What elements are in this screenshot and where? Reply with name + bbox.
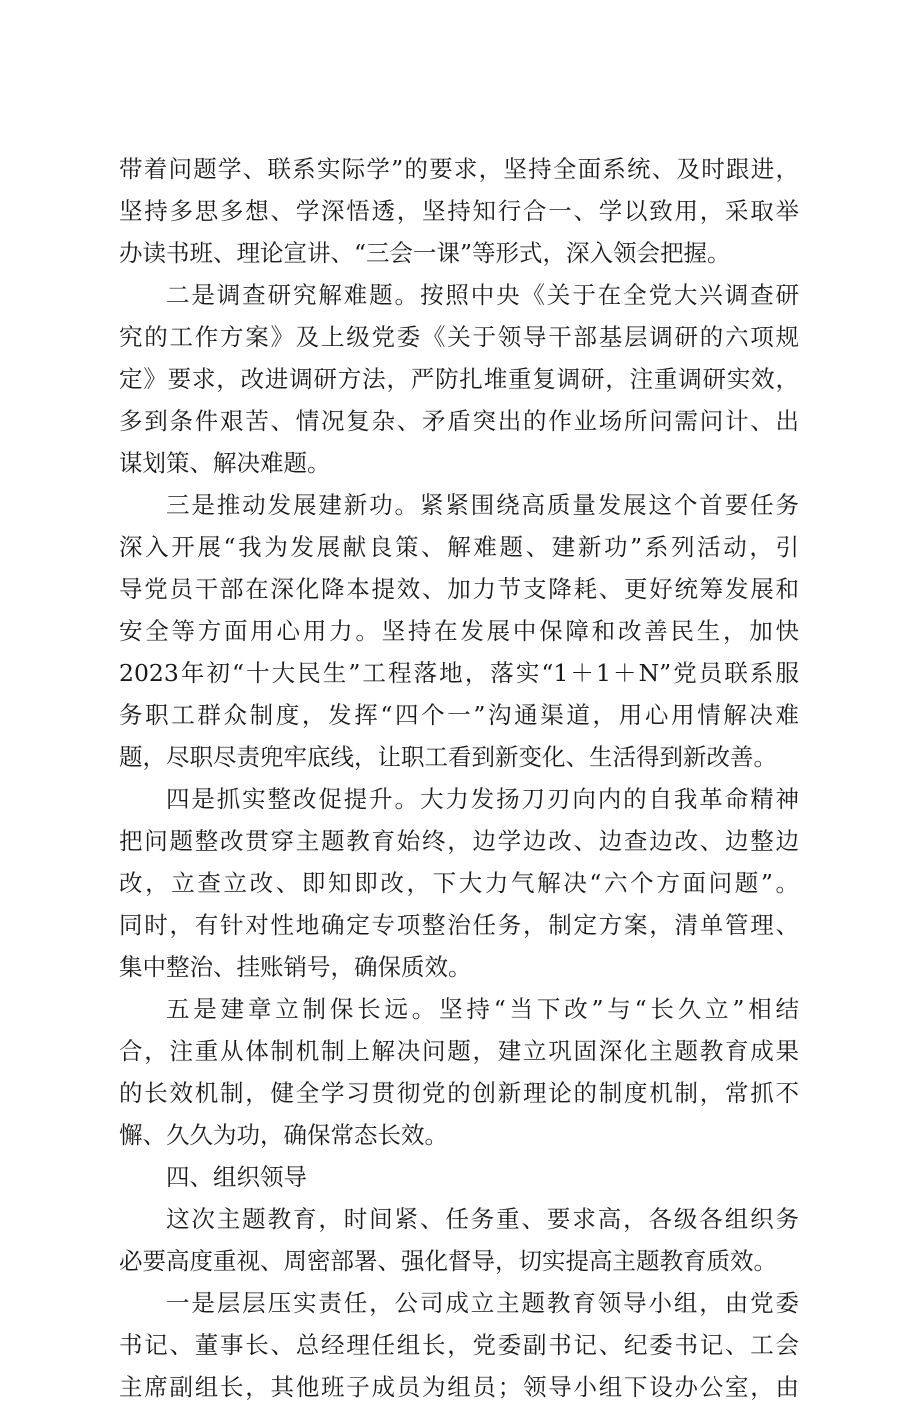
text-line: 题，尽职尽责兜牢底线，让职工看到新变化、生活得到新改善。 [119, 743, 777, 771]
text-line: 究的工作方案》及上级党委《关于领导干部基层调研的六项规 [119, 323, 799, 351]
text-line: 必要高度重视、周密部署、强化督导，切实提高主题教育质效。 [119, 1247, 777, 1275]
text-line: 三是推动发展建新功。紧紧围绕高质量发展这个首要任务 [166, 491, 799, 519]
text-line: 一是层层压实责任，公司成立主题教育领导小组，由党委 [166, 1289, 799, 1317]
text-line: 二是调查研究解难题。按照中央《关于在全党大兴调查研 [166, 281, 799, 309]
text-line: 安全等方面用心用力。坚持在发展中保障和改善民生，加快 [119, 617, 799, 645]
text-line: 多到条件艰苦、情况复杂、矛盾突出的作业场所问需问计、出 [119, 407, 799, 435]
text-line: 集中整治、挂账销号，确保质效。 [119, 953, 472, 981]
text-line: 定》要求，改进调研方法，严防扎堆重复调研，注重调研实效， [119, 365, 799, 393]
text-line: 合，注重从体制机制上解决问题，建立巩固深化主题教育成果 [119, 1037, 799, 1065]
text-line: 改，立查立改、即知即改，下大力气解决“六个方面问题”。 [119, 869, 799, 897]
document-page [119, 148, 799, 1408]
text-line: 五是建章立制保长远。坚持“当下改”与“长久立”相结 [166, 995, 799, 1023]
text-line: 2023年初“十大民生”工程落地，落实“1＋1＋N”党员联系服 [119, 659, 799, 687]
text-line: 把问题整改贯穿主题教育始终，边学边改、边查边改、边整边 [119, 827, 799, 855]
text-line: 办读书班、理论宣讲、“三会一课”等形式，深入领会把握。 [119, 239, 731, 267]
text-line: 坚持多思多想、学深悟透，坚持知行合一、学以致用，采取举 [119, 197, 799, 225]
text-line: 深入开展“我为发展献良策、解难题、建新功”系列活动，引 [119, 533, 799, 561]
text-line: 书记、董事长、总经理任组长，党委副书记、纪委书记、工会 [119, 1331, 799, 1359]
text-line: 四是抓实整改促提升。大力发扬刀刃向内的自我革命精神 [166, 785, 799, 813]
text-line: 谋划策、解决难题。 [119, 449, 331, 477]
text-line: 这次主题教育，时间紧、任务重、要求高，各级各组织务 [166, 1205, 799, 1233]
text-line: 同时，有针对性地确定专项整治任务，制定方案，清单管理、 [119, 911, 799, 939]
text-line: 导党员干部在深化降本提效、加力节支降耗、更好统筹发展和 [119, 575, 799, 603]
text-line: 的长效机制，健全学习贯彻党的创新理论的制度机制，常抓不 [119, 1079, 799, 1107]
text-line: 带着问题学、联系实际学”的要求，坚持全面系统、及时跟进， [119, 155, 799, 183]
text-line: 主席副组长，其他班子成员为组员；领导小组下设办公室，由 [119, 1373, 799, 1401]
text-line: 务职工群众制度，发挥“四个一”沟通渠道，用心用情解决难 [119, 701, 799, 729]
text-line: 四、组织领导 [166, 1163, 307, 1191]
text-line: 懈、久久为功，确保常态长效。 [119, 1121, 448, 1149]
